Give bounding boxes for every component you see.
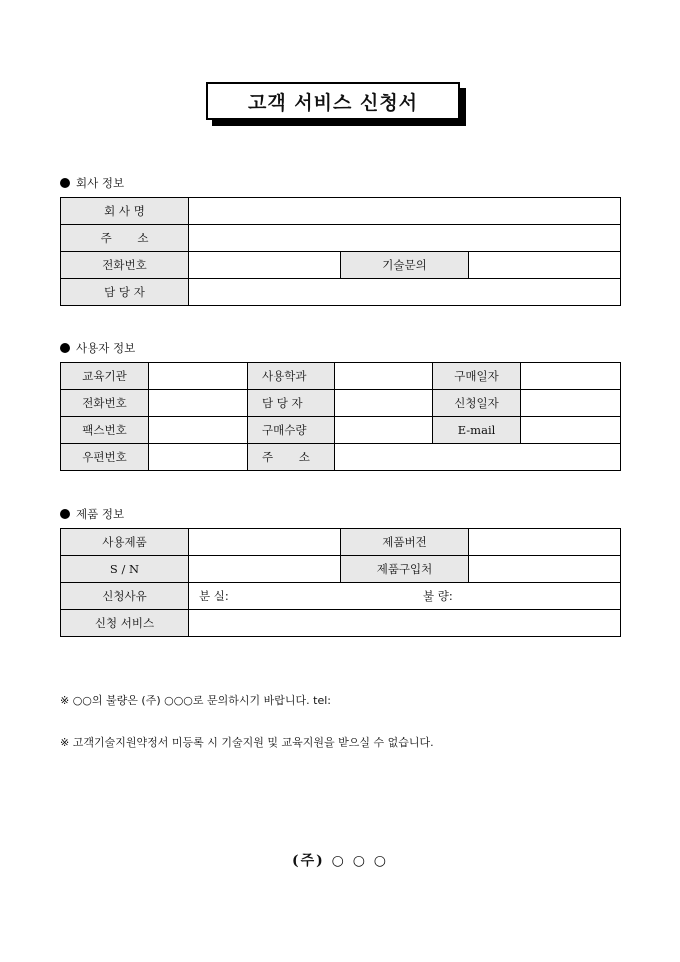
user-heading-text: 사용자 정보 xyxy=(76,341,136,355)
defect-label: 불 량: xyxy=(423,589,453,603)
company-address-label: 주 소 xyxy=(61,225,189,252)
company-tech-label: 기술문의 xyxy=(341,252,469,279)
purchase-date-label: 구매일자 xyxy=(433,363,521,390)
note-contact: ※ ○○의 불량은 (주) ○○○로 문의하시기 바랍니다. tel: xyxy=(60,694,331,707)
user-info-table xyxy=(60,362,621,471)
lost-label: 분 실: xyxy=(199,589,229,603)
service-label: 신청 서비스 xyxy=(61,610,189,637)
institution-label: 교육기관 xyxy=(61,363,149,390)
company-name-label: 회 사 명 xyxy=(61,198,189,225)
company-footer: (주) ○ ○ ○ xyxy=(291,853,389,869)
company-tech-field[interactable] xyxy=(469,252,621,279)
service-field[interactable] xyxy=(189,610,621,637)
sn-field[interactable] xyxy=(189,556,341,583)
company-info-table xyxy=(60,197,621,306)
qty-label: 구매수량 xyxy=(248,417,335,444)
purchase-date-field[interactable] xyxy=(521,363,621,390)
reason-label: 신청사유 xyxy=(61,583,189,610)
product-section-heading xyxy=(60,506,124,522)
user-address-label: 주 소 xyxy=(248,444,335,471)
version-field[interactable] xyxy=(469,529,621,556)
product-info-table xyxy=(60,528,621,637)
bullet-icon xyxy=(60,178,70,188)
user-section-heading xyxy=(60,340,135,356)
email-field[interactable] xyxy=(521,417,621,444)
user-phone-field[interactable] xyxy=(149,390,248,417)
user-contact-field[interactable] xyxy=(335,390,433,417)
sn-label: S / N xyxy=(61,556,189,583)
company-contact-label: 담 당 자 xyxy=(61,279,189,306)
apply-date-field[interactable] xyxy=(521,390,621,417)
product-heading-text: 제품 정보 xyxy=(76,507,125,521)
company-phone-label: 전화번호 xyxy=(61,252,189,279)
company-heading-text: 회사 정보 xyxy=(76,176,125,190)
bullet-icon xyxy=(60,343,70,353)
version-label: 제품버전 xyxy=(341,529,469,556)
reason-field[interactable] xyxy=(189,583,621,610)
company-contact-field[interactable] xyxy=(189,279,621,306)
zip-field[interactable] xyxy=(149,444,248,471)
dept-label: 사용학과 xyxy=(248,363,335,390)
vendor-label: 제품구입처 xyxy=(341,556,469,583)
institution-field[interactable] xyxy=(149,363,248,390)
title-block xyxy=(206,82,460,120)
user-phone-label: 전화번호 xyxy=(61,390,149,417)
company-address-field[interactable] xyxy=(189,225,621,252)
apply-date-label: 신청일자 xyxy=(433,390,521,417)
fax-field[interactable] xyxy=(149,417,248,444)
product-label: 사용제품 xyxy=(61,529,189,556)
note-registration: ※ 고객기술지원약정서 미등록 시 기술지원 및 교육지원을 받으실 수 없습니다. xyxy=(60,736,434,749)
page-title: 고객 서비스 신청서 xyxy=(206,82,460,120)
company-name-field[interactable] xyxy=(189,198,621,225)
user-contact-label: 담 당 자 xyxy=(248,390,335,417)
dept-field[interactable] xyxy=(335,363,433,390)
company-section-heading xyxy=(60,175,124,191)
company-phone-field[interactable] xyxy=(189,252,341,279)
product-field[interactable] xyxy=(189,529,341,556)
user-address-field[interactable] xyxy=(335,444,621,471)
bullet-icon xyxy=(60,509,70,519)
qty-field[interactable] xyxy=(335,417,433,444)
zip-label: 우편번호 xyxy=(61,444,149,471)
email-label: E-mail xyxy=(433,417,521,444)
fax-label: 팩스번호 xyxy=(61,417,149,444)
vendor-field[interactable] xyxy=(469,556,621,583)
